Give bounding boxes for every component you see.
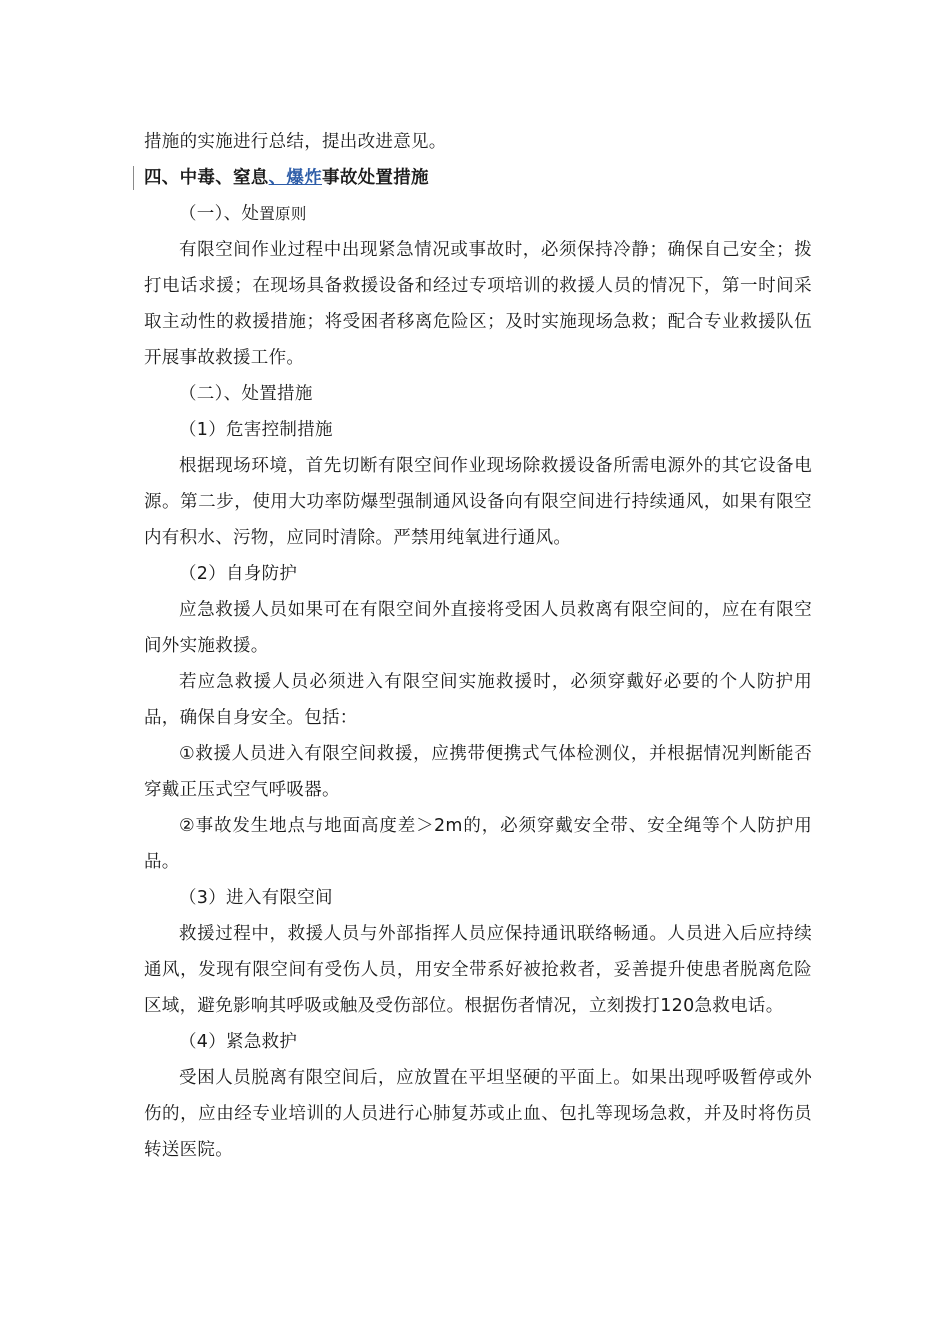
paragraph-self-protection-d: ②事故发生地点与地面高度差＞2m的，必须穿戴安全带、安全绳等个人防护用品。 [144, 816, 812, 872]
paragraph-enter-space: 救援过程中，救援人员与外部指挥人员应保持通讯联络畅通。人员进入后应持续通风，发现有限空间有受伤人员，用安全带系好被抢救者，妥善提升使患者脱离危险区域，避免影响其呼吸或触及受伤部位。根据伤者情况，立刻拨打120急救电话。 [144, 924, 812, 1016]
item-enter-space: （3）进入有限空间 [179, 888, 333, 908]
paragraph-self-protection-a: 应急救援人员如果可在有限空间外直接将受困人员救离有限空间的，应在有限空间外实施救援。 [144, 600, 812, 656]
paragraph-self-protection-b: 若应急救援人员必须进入有限空间实施救援时，必须穿戴好必要的个人防护用品，确保自身安全。包括： [144, 672, 812, 728]
heading-tracked-change[interactable]: 、爆炸 [268, 168, 323, 188]
subheading-measures: （二）、处置措施 [179, 384, 313, 404]
subheading-principle-b: 置原则 [259, 205, 307, 223]
item-hazard-control: （1）危害控制措施 [179, 420, 333, 440]
paragraph-emergency-care: 受困人员脱离有限空间后，应放置在平坦坚硬的平面上。如果出现呼吸暂停或外伤的，应由经专业培训的人员进行心肺复苏或止血、包扎等现场急救，并及时将伤员转送医院。 [144, 1068, 812, 1160]
revision-bar [133, 166, 134, 190]
item-emergency-care: （4）紧急救护 [179, 1032, 298, 1052]
document-body [144, 124, 812, 1168]
subheading-principle-a: （一）、处 [179, 204, 260, 224]
heading-text-end: 事故处置措施 [322, 168, 429, 188]
paragraph-closing: 措施的实施进行总结，提出改进意见。 [144, 132, 447, 152]
subheading-principle [144, 196, 812, 232]
item-self-protection: （2）自身防护 [179, 564, 298, 584]
paragraph-self-protection-c: ①救援人员进入有限空间救援，应携带便携式气体检测仪，并根据情况判断能否穿戴正压式空气呼吸器。 [144, 744, 812, 800]
paragraph-hazard-control: 根据现场环境，首先切断有限空间作业现场除救援设备所需电源外的其它设备电源。第二步，使用大功率防爆型强制通风设备向有限空间进行持续通风，如果有限空内有积水、污物，应同时清除。严禁用纯氧进行通风。 [144, 456, 812, 548]
heading-text-start: 四、中毒、窒息 [144, 168, 269, 188]
section-heading [144, 160, 812, 196]
paragraph-principle: 有限空间作业过程中出现紧急情况或事故时，必须保持冷静；确保自己安全；拨打电话求援；在现场具备救援设备和经过专项培训的救援人员的情况下，第一时间采取主动性的救援措施；将受困者移离危险区；及时实施现场急救；配合专业救援队伍开展事故救援工作。 [144, 240, 812, 368]
